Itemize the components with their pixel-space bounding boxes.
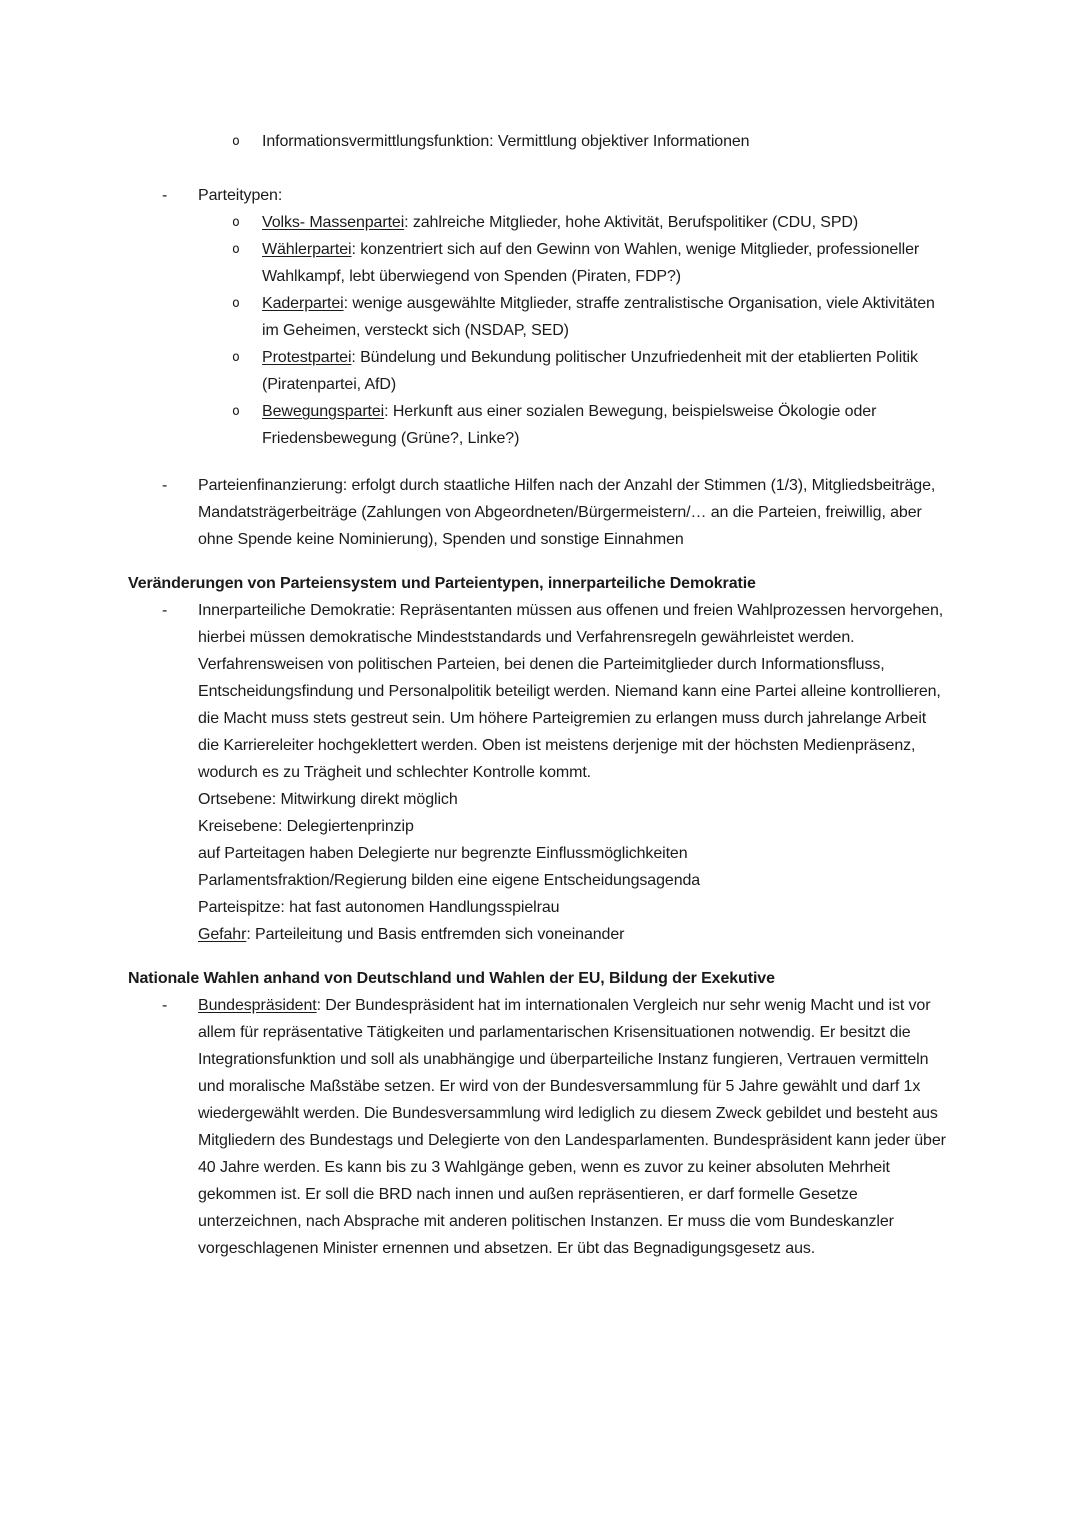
party-type-term: Wählerpartei xyxy=(262,241,352,258)
party-type-term: Volks- Massenpartei xyxy=(262,214,405,231)
party-type-item xyxy=(128,209,950,236)
note-line-parteispitze: Parteispitze: hat fast autonomen Handlungsspielrau xyxy=(198,899,560,916)
inner-democracy-text: Innerparteiliche Demokratie: Repräsentanten müssen aus offenen und freien Wahlprozessen hervorgehen, hierbei müssen demokratische Mindeststandards und Verfahrensregeln gewährleistet werden. Verfahrensweisen von politischen Parteien, bei denen die Parteimitglieder durch Informationsfluss, Entscheidungsfindung und Personalpolitik beteiligt werden. Niemand kann eine Partei alleine kontrollieren, die Macht muss stets gestreut sein. Um höhere Parteigremien zu erlangen muss durch jahrelange Arbeit die Karriereleiter hochgeklettert werden. Oben ist meistens derjenige mit der höchsten Medienpräsenz, wodurch es zu Trägheit und schlechter Kontrolle kommt. xyxy=(198,602,944,781)
circle-bullet-icon: o xyxy=(232,404,240,419)
note-line-gefahr xyxy=(128,921,950,948)
party-type-term: Bewegungspartei xyxy=(262,403,385,420)
bundespraesident-term: Bundespräsident xyxy=(198,997,317,1014)
dash-bullet-icon: - xyxy=(162,602,168,619)
party-financing-text: Parteienfinanzierung: erfolgt durch staatliche Hilfen nach der Anzahl der Stimmen (1/3), Mitgliedsbeiträge, Mandatsträgerbeiträge (Zahlungen von Abgeordneten/Bürgermeistern/… an die Parteien, freiwillig, aber ohne Spende keine Nominierung), Spenden und sonstige Einnahmen xyxy=(198,477,936,548)
bundespraesident-text xyxy=(198,992,950,1262)
party-type-text xyxy=(262,344,950,398)
party-type-item xyxy=(128,344,950,398)
circle-bullet-icon: o xyxy=(232,134,240,149)
dash-bullet-icon: - xyxy=(162,187,168,204)
party-type-desc: : Bündelung und Bekundung politischer Unzufriedenheit mit der etablierten Politik (Piratenpartei, AfD) xyxy=(262,349,918,393)
party-type-text xyxy=(262,290,950,344)
party-types-label: Parteitypen: xyxy=(198,187,283,204)
party-type-term: Protestpartei xyxy=(262,349,352,366)
party-type-desc: : konzentriert sich auf den Gewinn von Wahlen, wenige Mitglieder, professioneller Wahlkampf, lebt überwiegend von Spenden (Piraten, FDP?) xyxy=(262,241,920,285)
list-item-party-types xyxy=(128,182,950,209)
party-type-text xyxy=(262,398,950,452)
section-heading-nationale-wahlen: Nationale Wahlen anhand von Deutschland und Wahlen der EU, Bildung der Exekutive xyxy=(128,970,775,987)
list-item-text: Informationsvermittlungsfunktion: Vermittlung objektiver Informationen xyxy=(262,133,750,150)
bundespraesident-desc: : Der Bundespräsident hat im internationalen Vergleich nur sehr wenig Macht und ist vor allem für repräsentative Tätigkeiten und parlamentarischen Krisensituationen notwendig. Er besitzt die Integrationsfunktion und soll als unabhängige und überparteiliche Instanz fungieren, Vertrauen vermitteln und moralische Maßstäbe setzen. Er wird von der Bundesversammlung für 5 Jahre gewählt und darf 1x wiedergewählt werden. Die Bundesversammlung wird lediglich zu diesem Zweck gebildet und besteht aus Mitgliedern des Bundestags und Delegierte von den Landesparlamenten. Bundespräsident kann jeder über 40 Jahre werden. Es kann bis zu 3 Wahlgänge geben, wenn es zuvor zu keiner absoluten Mehrheit gekommen ist. Er soll die BRD nach innen und außen repräsentieren, er darf formelle Gesetze unterzeichnen, nach Absprache mit anderen politischen Instanzen. Er muss die vom Bundeskanzler vorgeschlagenen Minister ernennen und absetzen. Er übt das Begnadigungsgesetz aus. xyxy=(198,997,946,1257)
circle-bullet-icon: o xyxy=(232,350,240,365)
dash-bullet-icon: - xyxy=(162,997,168,1014)
gefahr-desc: : Parteileitung und Basis entfremden sich voneinander xyxy=(246,926,625,943)
list-item-inner-democracy xyxy=(128,597,950,786)
note-line-parlamentsfraktion: Parlamentsfraktion/Regierung bilden eine eigene Entscheidungsagenda xyxy=(198,872,701,889)
circle-bullet-icon: o xyxy=(232,242,240,257)
party-type-text xyxy=(262,209,950,236)
circle-bullet-icon: o xyxy=(232,296,240,311)
dash-bullet-icon: - xyxy=(162,477,168,494)
section-heading-parteiensystem: Veränderungen von Parteiensystem und Parteientypen, innerparteiliche Demokratie xyxy=(128,575,756,592)
party-type-item xyxy=(128,236,950,290)
party-type-desc: : wenige ausgewählte Mitglieder, straffe zentralistische Organisation, viele Aktivitäten im Geheimen, versteckt sich (NSDAP, SED) xyxy=(262,295,935,339)
party-type-item xyxy=(128,398,950,452)
list-item-party-financing xyxy=(128,472,950,553)
party-type-term: Kaderpartei xyxy=(262,295,344,312)
party-type-desc: : Herkunft aus einer sozialen Bewegung, beispielsweise Ökologie oder Friedensbewegung (Grüne?, Linke?) xyxy=(262,403,877,447)
party-type-text xyxy=(262,236,950,290)
party-type-desc: : zahlreiche Mitglieder, hohe Aktivität, Berufspolitiker (CDU, SPD) xyxy=(404,214,859,231)
list-item-info-function xyxy=(128,128,950,155)
party-type-item xyxy=(128,290,950,344)
note-line-kreisebene: Kreisebene: Delegiertenprinzip xyxy=(198,818,414,835)
circle-bullet-icon: o xyxy=(232,215,240,230)
note-line-parteitage: auf Parteitagen haben Delegierte nur begrenzte Einflussmöglichkeiten xyxy=(198,845,688,862)
list-item-bundespraesident xyxy=(128,992,950,1262)
note-line-ortsebene: Ortsebene: Mitwirkung direkt möglich xyxy=(198,791,458,808)
gefahr-term: Gefahr xyxy=(198,926,247,943)
